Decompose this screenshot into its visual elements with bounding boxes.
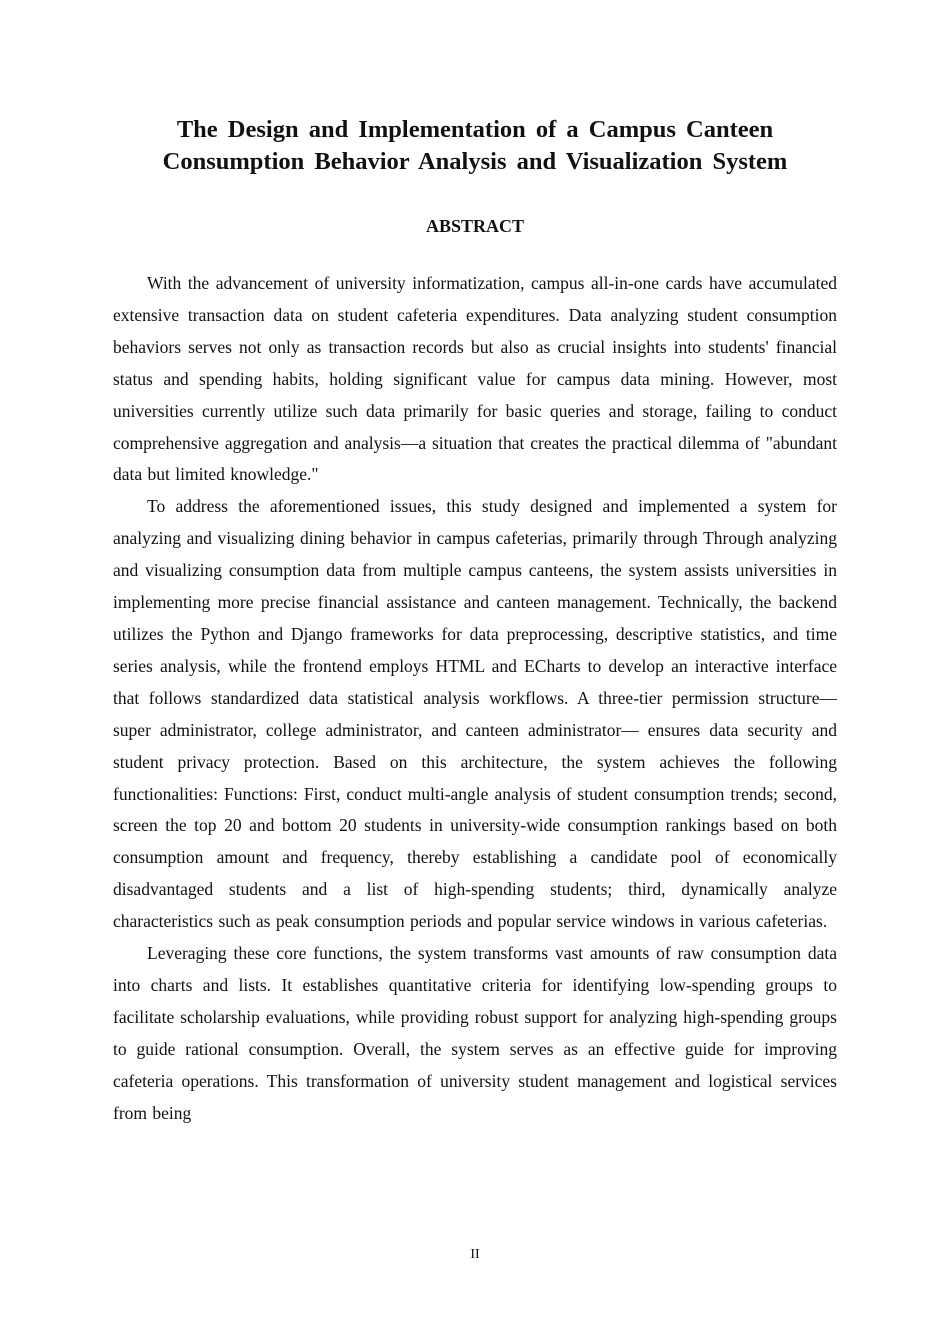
abstract-heading: ABSTRACT	[425, 216, 525, 236]
title-line-2: Consumption Behavior Analysis and Visualization System	[162, 148, 788, 175]
page-number: II	[470, 1247, 480, 1262]
abstract-paragraph-2: To address the aforementioned issues, this study designed and implemented a system for analyzing and visualizing dining behavior in campus cafeterias, primarily through Through analyzing and visualizing consumption data from multiple campus canteens, the system assists universities in implementing more precise financial assistance and canteen management. Technically, the backend utilizes the Python and Django frameworks for data preprocessing, descriptive statistics, and time series analysis, while the frontend employs HTML and ECharts to develop an interactive interface that follows standardized data statistical analysis workflows. A three-tier permission structure— super administrator, college administrator, and canteen administrator— ensures data security and student privacy protection. Based on this architecture, the system achieves the following functionalities: Functions: First, conduct multi-angle analysis of student consumption trends; second, screen the top 20 and bottom 20 students in university-wide consumption rankings based on both consumption amount and frequency, thereby establishing a candidate pool of economically disadvantaged students and a list of high-spending students; third, dynamically analyze characteristics such as peak consumption periods and popular service windows in various cafeterias.	[113, 496, 837, 932]
abstract-paragraph-1: With the advancement of university informatization, campus all-in-one cards have accumulated extensive transaction data on student cafeteria expenditures. Data analyzing student consumption behaviors serves not only as transaction records but also as crucial insights into students' financial status and spending habits, holding significant value for campus data mining. However, most universities currently utilize such data primarily for basic queries and storage, failing to conduct comprehensive aggregation and analysis—a situation that creates the practical dilemma of "abundant data but limited knowledge."	[113, 273, 837, 485]
abstract-body	[113, 268, 837, 1129]
title-line-1: The Design and Implementation of a Campus Canteen	[176, 116, 774, 143]
document-title	[113, 114, 837, 178]
abstract-paragraph-3: Leveraging these core functions, the system transforms vast amounts of raw consumption data into charts and lists. It establishes quantitative criteria for identifying low-spending groups to facilitate scholarship evaluations, while providing robust support for analyzing high-spending groups to guide rational consumption. Overall, the system serves as an effective guide for improving cafeteria operations. This transformation of university student management and logistical services from being	[113, 943, 837, 1123]
